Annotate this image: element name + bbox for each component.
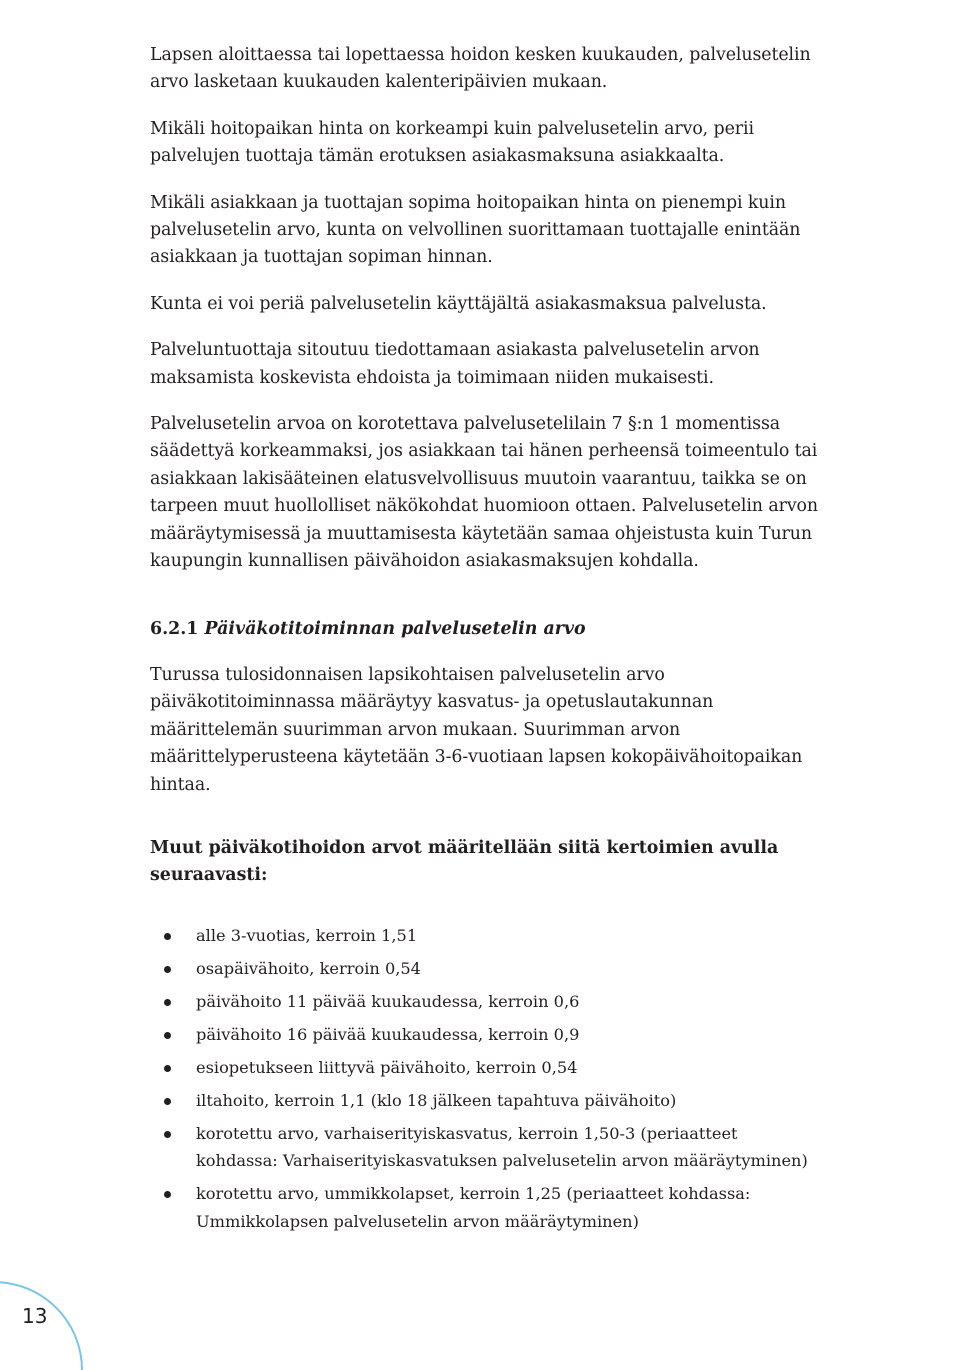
paragraph-6: Palvelusetelin arvoa on korotettava palvelusetelilain 7 §:n 1 momentissa säädettyä korkeammaksi, jos asiakkaan tai hänen perheensä toimeentulo tai asiakkaan lakisääteinen elatusvelvollisuus muutoin vaarantuu, taikka se on tarpeen muut huollolliset näkökohdat huomioon ottaen. Palvelusetelin arvon määräytymisessä ja muuttamisesta käytetään samaa ohjeistusta kuin Turun kaupungin kunnallisen päivähoidon asiakasmaksujen kohdalla. (150, 414, 819, 572)
list-item (150, 1087, 822, 1114)
bullet-icon (164, 1131, 171, 1138)
list-item-text: alle 3-vuotias, kerroin 1,51 (196, 925, 418, 945)
page-number: 13 (22, 1304, 48, 1328)
document-body (150, 42, 822, 1241)
bullet-icon (164, 1032, 171, 1039)
bullet-icon (164, 1065, 171, 1072)
bullet-icon (164, 1098, 171, 1105)
paragraph-5: Palveluntuottaja sitoutuu tiedottamaan asiakasta palvelusetelin arvon maksamista koskevista ehdoista ja toimimaan niiden mukaisesti. (150, 340, 760, 388)
page-number-badge (0, 1262, 84, 1370)
list-item (150, 988, 822, 1015)
paragraph-4: Kunta ei voi periä palvelusetelin käyttäjältä asiakasmaksua palvelusta. (150, 293, 767, 314)
list-item-text: iltahoito, kerroin 1,1 (klo 18 jälkeen tapahtuva päivähoito) (196, 1090, 677, 1110)
coefficients-lead: Muut päiväkotihoidon arvot määritellään siitä kertoimien avulla seuraavasti: (150, 837, 779, 886)
list-item (150, 1054, 822, 1081)
list-item-text: korotettu arvo, varhaiserityiskasvatus, kerroin 1,50-3 (periaatteet kohdassa: Varhaiserityiskasvatuksen palvelusetelin arvon määräytyminen) (196, 1123, 808, 1171)
list-item-text: päivähoito 16 päivää kuukaudessa, kerroin 0,9 (196, 1024, 580, 1044)
paragraph-2: Mikäli hoitopaikan hinta on korkeampi kuin palvelusetelin arvo, perii palvelujen tuottaja tämän erotuksen asiakasmaksuna asiakkaalta. (150, 118, 754, 167)
paragraph-3: Mikäli asiakkaan ja tuottajan sopima hoitopaikan hinta on pienempi kuin palvelusetelin arvo, kunta on velvollinen suorittamaan tuottajalle enintään asiakkaan ja tuottajan sopiman hinnan. (150, 192, 801, 268)
list-item (150, 1180, 822, 1235)
bullet-icon (164, 933, 171, 940)
list-item-text: esiopetukseen liittyvä päivähoito, kerroin 0,54 (196, 1057, 578, 1077)
section-heading (150, 616, 822, 643)
section-title: Päiväkotitoiminnan palvelusetelin arvo (204, 618, 586, 639)
section-number: 6.2.1 (150, 618, 199, 639)
bullet-icon (164, 999, 171, 1006)
bullet-icon (164, 966, 171, 973)
list-item-text: osapäivähoito, kerroin 0,54 (196, 958, 421, 978)
bullet-icon (164, 1191, 171, 1198)
list-item-text: päivähoito 11 päivää kuukaudessa, kerroin 0,6 (196, 991, 580, 1011)
list-item (150, 955, 822, 982)
list-item (150, 1021, 822, 1048)
list-item (150, 1120, 822, 1175)
list-item (150, 922, 822, 949)
list-item-text: korotettu arvo, ummikkolapset, kerroin 1,25 (periaatteet kohdassa: Ummikkolapsen palvelusetelin arvon määräytyminen) (196, 1184, 751, 1231)
paragraph-7: Turussa tulosidonnaisen lapsikohtaisen palvelusetelin arvo päiväkotitoiminnassa määräytyy kasvatus- ja opetuslautakunnan määrittelemän suurimman arvon mukaan. Suurimman arvon määrittelyperusteena käytetään 3-6-vuotiaan lapsen kokopäivähoitopaikan hintaa. (150, 664, 803, 795)
coefficient-list (150, 922, 822, 1235)
paragraph-1: Lapsen aloittaessa tai lopettaessa hoidon kesken kuukauden, palvelusetelin arvo lasketaan kuukauden kalenteripäivien mukaan. (150, 45, 811, 93)
